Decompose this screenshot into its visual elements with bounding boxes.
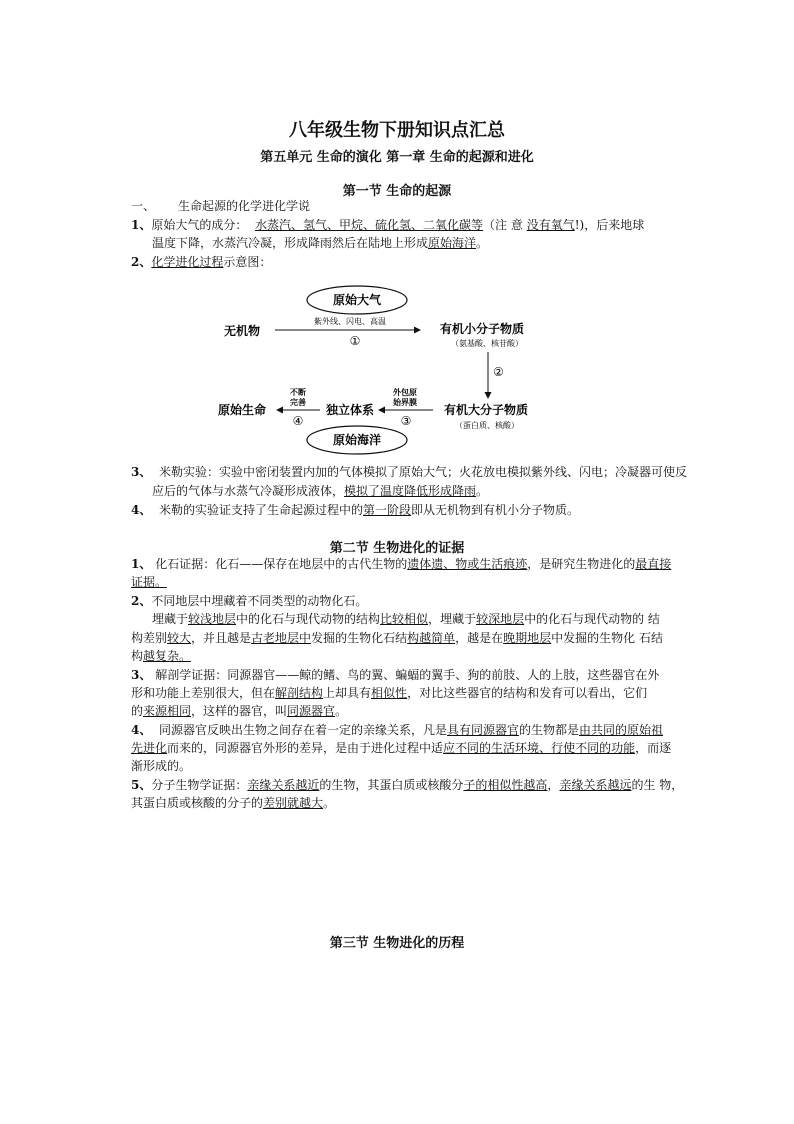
step-1-marker: ①	[349, 334, 361, 348]
item-number: 3、	[131, 668, 152, 682]
text: 形和功能上差别很大，但在	[131, 686, 276, 700]
text: ，是研究生物进化的	[527, 557, 636, 571]
evidence-item-5	[131, 777, 683, 793]
document-title: 八年级生物下册知识点汇总	[289, 120, 505, 141]
underlined-term: 相似性	[371, 686, 408, 700]
text: ，而逐	[635, 741, 672, 755]
underlined-term: 水蒸汽、氢气、甲烷、硫化氢、二氧化碳等	[255, 218, 484, 232]
chemical-evolution-diagram	[205, 280, 545, 460]
underlined-term: 构越简单	[407, 631, 456, 645]
underlined-term: 遗体遗、物或生活痕迹	[407, 557, 528, 571]
list-item-3-continued	[152, 483, 488, 499]
text: 的	[131, 704, 144, 718]
text: ，埋藏于	[428, 612, 477, 626]
text: 米勒的实验证支持了生命起源过程中的	[159, 503, 364, 517]
text: 构差别	[131, 631, 168, 645]
text: 应后的气体与水蒸气冷凝形成液体，	[152, 484, 345, 498]
item-number: 4、	[131, 503, 152, 517]
evidence-item-1	[131, 556, 671, 572]
evidence-item-4-line-2	[131, 740, 671, 756]
underlined-term: 化学进化过程	[151, 255, 224, 269]
item-number: 3、	[131, 465, 152, 479]
underlined-term: 同源器官	[287, 704, 336, 718]
text: ，对比这些器官的结构和发育可以看出，它们	[407, 686, 648, 700]
item-number: 1、	[131, 218, 152, 232]
list-item-3	[131, 464, 687, 480]
arrow-step-4-label-top: 不断	[290, 388, 306, 397]
text: 解剖学证据：同源器官——鲸的鳍、鸟的翼、蝙蝠的翼手、狗的前肢、人的上肢，这些	[155, 668, 612, 682]
underlined-term: 第一阶段	[363, 503, 412, 517]
text: ，并且越是	[191, 631, 252, 645]
text: 中发掘的生物化 石结	[551, 631, 663, 645]
text: 中的化石与现代动物的结构	[236, 612, 381, 626]
text: 器官在外	[611, 668, 660, 682]
underlined-term: 行使不同的功能	[551, 741, 636, 755]
text: 的生 物，	[631, 778, 684, 792]
underlined-term: 解剖结构	[275, 686, 324, 700]
evidence-item-3	[131, 667, 659, 683]
evidence-item-4	[131, 722, 663, 738]
underlined-term: 亲缘关系越远	[559, 778, 632, 792]
underlined-term: 模拟了温度降低形成降雨	[344, 484, 477, 498]
underlined-term: 原始海洋	[428, 236, 477, 250]
underlined-term: 较深地层	[476, 612, 525, 626]
subsection-title: 生命起源的化学进化学说	[178, 199, 311, 213]
text: 埋藏于	[152, 612, 189, 626]
item-number: 1、	[131, 557, 152, 571]
underlined-term: 没有氧气	[526, 218, 575, 232]
evidence-item-1-continued	[131, 574, 167, 590]
item-number: 4、	[131, 723, 152, 737]
subsection-number: 一、	[131, 199, 156, 213]
text: 而来的，同源器官外形的差异，是由于进化过程中适	[167, 741, 444, 755]
evidence-item-2-line-1	[152, 611, 660, 627]
text: （注 意	[483, 218, 523, 232]
underlined-term: 古老地层中	[251, 631, 312, 645]
underlined-term: 差别就越大	[263, 796, 324, 810]
text: 渐形成的。	[131, 759, 192, 773]
underlined-term: 子的相似性越高	[463, 778, 548, 792]
unit-subtitle: 第五单元 生命的演化 第一章 生命的起源和进化	[260, 150, 534, 165]
text: 中的化石与现代动物的 结	[524, 612, 660, 626]
list-item-2	[131, 254, 271, 270]
section-heading-evidence: 第二节 生物进化的证据	[329, 541, 465, 556]
evidence-item-2-line-3	[131, 648, 191, 664]
evidence-item-3-line-3	[131, 703, 347, 719]
text: 。	[179, 649, 192, 663]
ocean-label: 原始海洋	[332, 433, 382, 447]
text: 即从无机物到有机小分子物质。	[411, 503, 580, 517]
text: 发掘的生物化石结	[311, 631, 408, 645]
underlined-term: 来源相同	[143, 704, 192, 718]
large-organic-note: （蛋白质、核酸）	[455, 421, 519, 430]
section-heading-origin: 第一节 生命的起源	[342, 184, 452, 199]
large-organic-label: 有机大分子物质	[443, 403, 529, 417]
underlined-term: 证据。	[131, 575, 168, 589]
arrow-step-1-label: 紫外线、闪电、高温	[314, 317, 386, 326]
arrow-step-3-label-top: 外包原	[393, 388, 417, 397]
step-2-marker: ②	[493, 365, 504, 379]
text: 。	[476, 236, 489, 250]
underlined-term: 越复杂	[143, 649, 180, 663]
underlined-term: 晚期地层	[503, 631, 552, 645]
underlined-term: 最直接	[635, 557, 672, 571]
arrow-step-4-label-bottom: 完善	[290, 398, 306, 407]
text: 其蛋白质或核酸的分子的	[131, 796, 264, 810]
text: 不同地层中埋藏着不同类型的动物化石。	[151, 594, 368, 608]
text: 上却具有	[323, 686, 372, 700]
text: 分子生物学证据：	[151, 778, 248, 792]
text: 化石证据：化石——保存在地层中的古代生物的	[155, 557, 408, 571]
section-heading-history: 第三节 生物进化的历程	[329, 936, 465, 951]
independent-system-label: 独立体系	[325, 403, 375, 417]
underlined-term: 较浅地层	[188, 612, 237, 626]
text: ，这样的器官，叫	[191, 704, 288, 718]
text: 。	[476, 484, 489, 498]
text: 示意图：	[223, 255, 272, 269]
list-item-1-continued	[152, 235, 488, 251]
step-4-marker: ④	[292, 414, 304, 428]
text: 米勒实验：实验中密闭装置内加的气体模拟了原始大气；火花放电模拟紫外线、闪电；冷凝器可使反	[159, 465, 688, 479]
text: 、	[539, 741, 552, 755]
text: 温度下降，水蒸汽冷凝，形成降雨然后在陆地上形成	[152, 236, 429, 250]
text: ，	[547, 778, 560, 792]
inorganic-label: 无机物	[223, 324, 261, 338]
underlined-term: 比较相似	[380, 612, 429, 626]
underlined-term: 先进化	[131, 741, 168, 755]
small-organic-label: 有机小分子物质	[439, 322, 525, 336]
underlined-term: 较大	[167, 631, 192, 645]
list-item-4	[131, 502, 579, 518]
atmosphere-label: 原始大气	[332, 293, 382, 307]
item-number: 5、	[131, 778, 152, 792]
text: !)，后来地球	[574, 218, 645, 232]
text: 构	[131, 649, 144, 663]
item-number: 2、	[131, 255, 152, 269]
underlined-term: 由共同的原始祖	[579, 723, 664, 737]
list-item-1	[131, 217, 644, 233]
step-3-marker: ③	[400, 414, 412, 428]
evidence-item-5-line-2	[131, 795, 335, 811]
underlined-term: 应不同的生活环境	[443, 741, 540, 755]
underlined-term: 具有同源器官	[447, 723, 520, 737]
small-organic-note: （氨基酸、核苷酸）	[451, 339, 523, 348]
primitive-life-label: 原始生命	[217, 403, 267, 417]
text: ，越是在	[455, 631, 504, 645]
evidence-item-3-line-2	[131, 685, 647, 701]
text: 同源器官反映出生物之间存在着一定的亲缘关系，凡是	[159, 723, 448, 737]
evidence-item-4-line-3	[131, 758, 191, 774]
underlined-term: 亲缘关系越近	[247, 778, 320, 792]
text: 。	[335, 704, 348, 718]
text: 。	[323, 796, 336, 810]
text: 的生物都是	[519, 723, 580, 737]
text: 原始大气的成分：	[151, 218, 248, 232]
text: 的生物，其蛋白质或核酸分	[319, 778, 464, 792]
evidence-item-2-line-2	[131, 630, 663, 646]
evidence-item-2	[131, 593, 367, 609]
item-number: 2、	[131, 594, 152, 608]
arrow-step-3-label-bottom: 始界膜	[393, 398, 417, 407]
